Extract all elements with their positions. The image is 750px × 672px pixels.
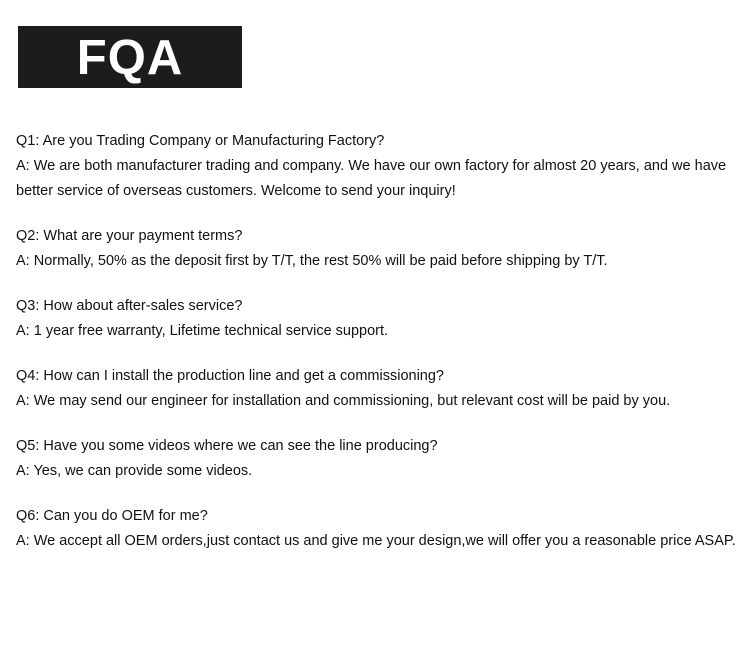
- faq-question: Q3: How about after-sales service?: [16, 298, 243, 314]
- faq-answer: A: We may send our engineer for installation and commissioning, but relevant cost will be paid by you.: [16, 393, 671, 409]
- page-title: FQA: [76, 30, 184, 85]
- faq-question: Q1: Are you Trading Company or Manufacturing Factory?: [16, 133, 385, 149]
- faq-list: [16, 129, 736, 574]
- faq-question: Q5: Have you some videos where we can see the line producing?: [16, 438, 438, 454]
- faq-item-1: [16, 129, 736, 204]
- faq-question: Q6: Can you do OEM for me?: [16, 508, 208, 524]
- page-title-banner: [18, 26, 242, 88]
- faq-answer: A: 1 year free warranty, Lifetime technical service support.: [16, 323, 389, 339]
- faq-item-4: [16, 364, 736, 414]
- faq-answer: A: We are both manufacturer trading and company. We have our own factory for almost 20 years, and we have better service of overseas customers. Welcome to send your inquiry!: [16, 158, 727, 199]
- faq-item-2: [16, 224, 736, 274]
- faq-answer: A: Yes, we can provide some videos.: [16, 463, 253, 479]
- faq-answer: A: We accept all OEM orders,just contact us and give me your design,we will offer you a reasonable price ASAP.: [16, 533, 736, 549]
- faq-item-3: [16, 294, 736, 344]
- faq-item-5: [16, 434, 736, 484]
- faq-question: Q2: What are your payment terms?: [16, 228, 243, 244]
- faq-question: Q4: How can I install the production line and get a commissioning?: [16, 368, 444, 384]
- faq-answer: A: Normally, 50% as the deposit first by T/T, the rest 50% will be paid before shipping by T/T.: [16, 253, 608, 269]
- faq-item-6: [16, 504, 736, 554]
